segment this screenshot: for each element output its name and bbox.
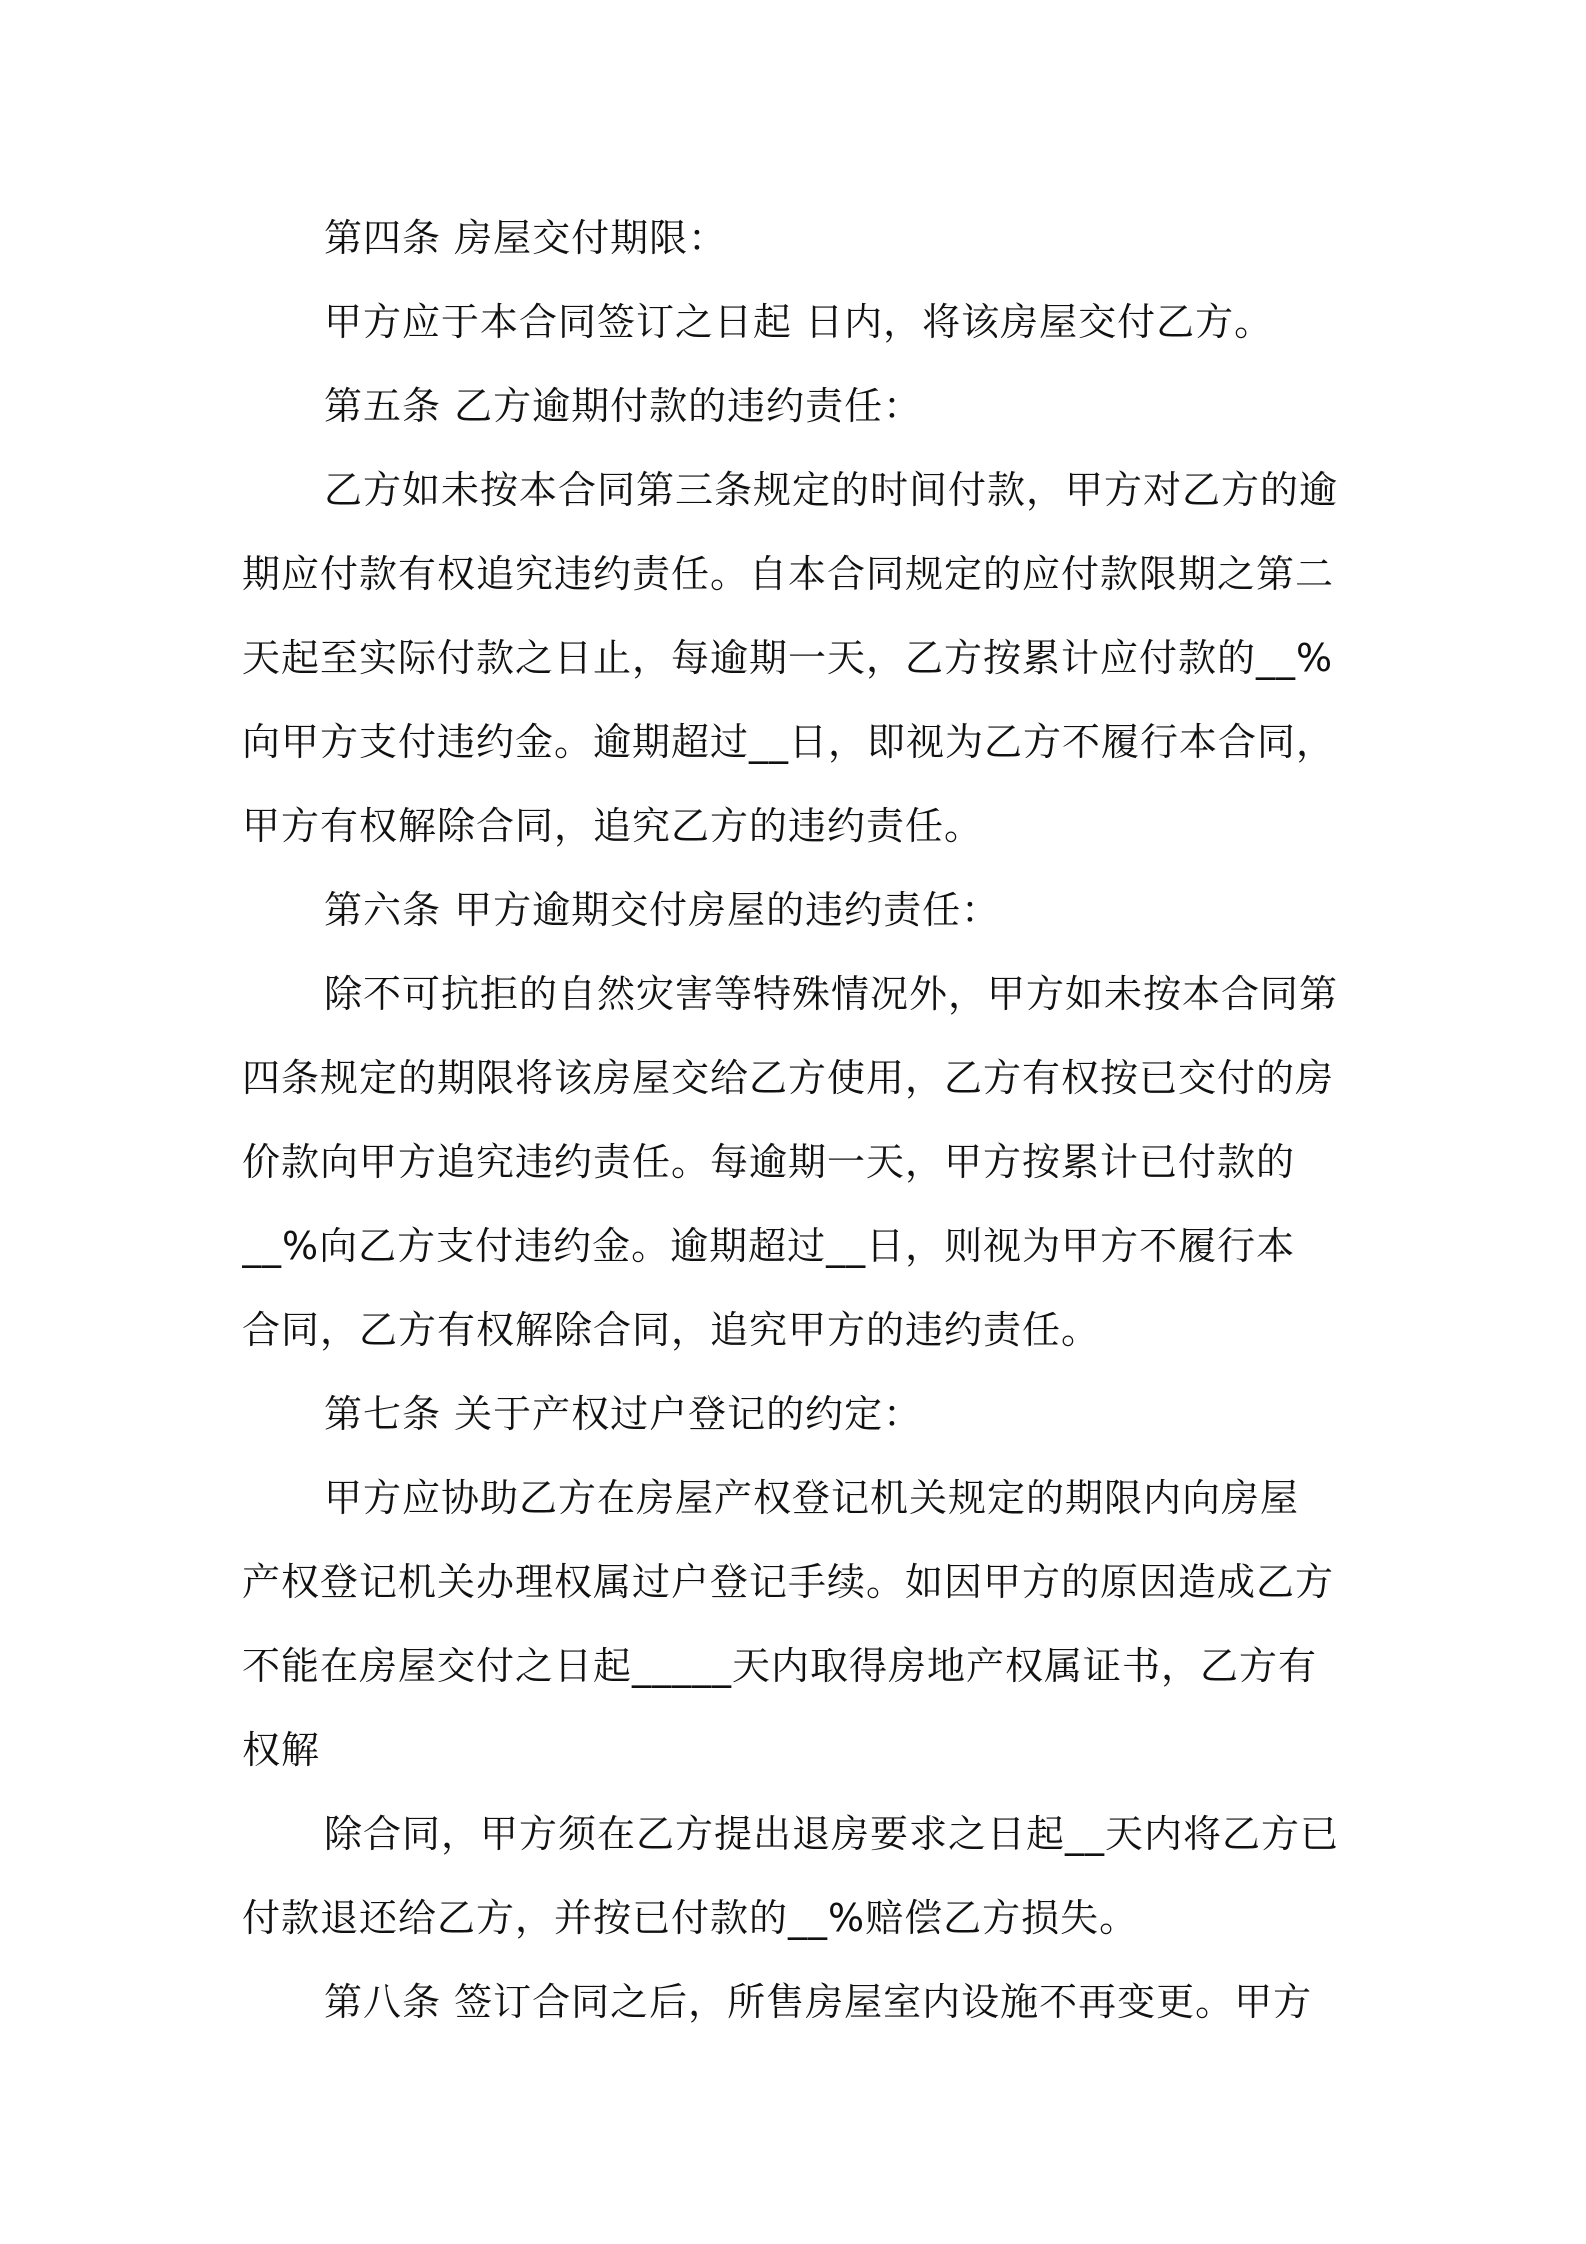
article-6-body-line: 价款向甲方追究违约责任。每逾期一天，甲方按累计已付款的 — [242, 1140, 1296, 1184]
article-7-body-line: 甲方应协助乙方在房屋产权登记机关规定的期限内向房屋 — [324, 1476, 1300, 1520]
article-7-body-line: 付款退还给乙方，并按已付款的__%赔偿乙方损失。 — [242, 1896, 1139, 1940]
article-5-body-line: 期应付款有权追究违约责任。自本合同规定的应付款限期之第二 — [242, 552, 1335, 596]
contract-text — [242, 196, 1358, 2044]
article-6-body-line: 除不可抗拒的自然灾害等特殊情况外，甲方如未按本合同第 — [324, 972, 1339, 1016]
article-6-body-line: 四条规定的期限将该房屋交给乙方使用，乙方有权按已交付的房 — [242, 1056, 1335, 1100]
article-4-body-line: 甲方应于本合同签订之日起 日内，将该房屋交付乙方。 — [324, 300, 1274, 344]
article-5-body-line: 甲方有权解除合同，追究乙方的违约责任。 — [242, 804, 984, 848]
article-7-body-line: 不能在房屋交付之日起_____天内取得房地产权属证书，乙方有 — [242, 1644, 1318, 1688]
article-6-body-line: __%向乙方支付违约金。逾期超过__日，则视为甲方不履行本 — [242, 1224, 1296, 1268]
article-4-heading: 第四条 房屋交付期限： — [324, 216, 728, 260]
article-8-heading: 第八条 签订合同之后，所售房屋室内设施不再变更。甲方 — [324, 1980, 1313, 2024]
article-5-heading: 第五条 乙方逾期付款的违约责任： — [324, 384, 923, 428]
article-7-body-line: 权解 — [242, 1728, 321, 1772]
article-7-body-line: 除合同，甲方须在乙方提出退房要求之日起__天内将乙方已 — [324, 1812, 1340, 1856]
article-6-body-line: 合同，乙方有权解除合同，追究甲方的违约责任。 — [242, 1308, 1101, 1352]
article-7-heading: 第七条 关于产权过户登记的约定： — [324, 1392, 923, 1436]
article-5-body-line: 天起至实际付款之日止，每逾期一天，乙方按累计应付款的__% — [242, 636, 1334, 680]
article-7-body-line: 产权登记机关办理权属过户登记手续。如因甲方的原因造成乙方 — [242, 1560, 1335, 1604]
article-5-body-line: 向甲方支付违约金。逾期超过__日，即视为乙方不履行本合同， — [242, 720, 1336, 764]
article-6-heading: 第六条 甲方逾期交付房屋的违约责任： — [324, 888, 1001, 932]
article-5-body-line: 乙方如未按本合同第三条规定的时间付款，甲方对乙方的逾 — [324, 468, 1339, 512]
